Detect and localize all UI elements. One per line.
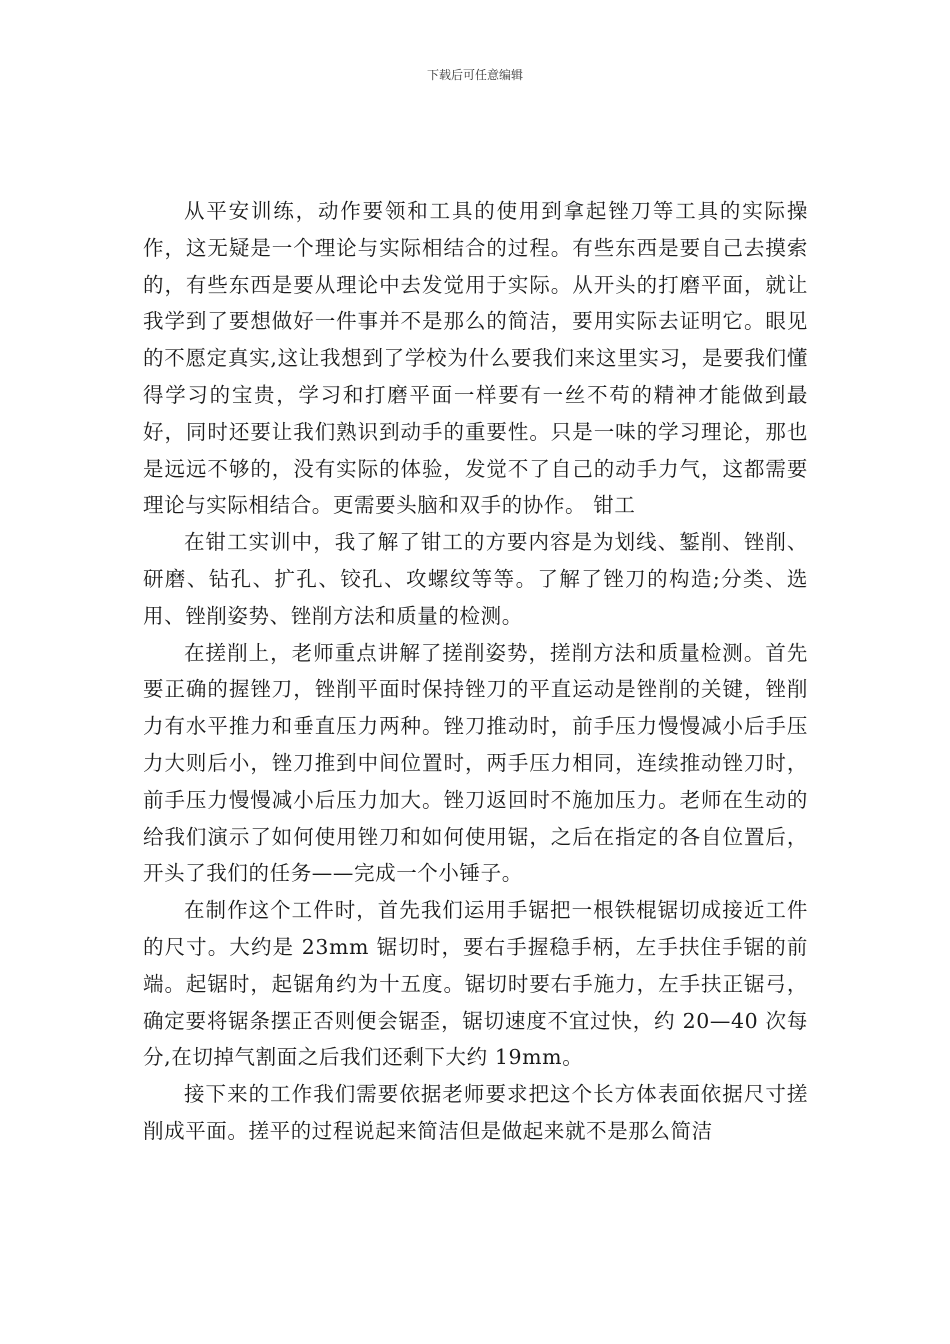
paragraph-fitter-content: 在钳工实训中，我了解了钳工的方要内容是为划线、錾削、锉削、研磨、钻孔、扩孔、铰孔、攻螺纹等等。了解了锉刀的构造;分类、选用、锉削姿势、锉削方法和质量的检测。 xyxy=(143,530,808,628)
document-body xyxy=(143,193,808,1150)
paragraph-sawing-workpiece: 在制作这个工件时，首先我们运用手锯把一根铁棍锯切成接近工件的尺寸。大约是 23mm 锯切时，要右手握稳手柄，左手扶住手锯的前端。起锯时，起锯角约为十五度。锯切时要右手施力，左手扶正锯弓，确定要将锯条摆正否则便会锯歪，锯切速度不宜过快，约 20—40 次每分,在切掉气割面之后我们还剩下大约 19mm。 xyxy=(143,898,808,1070)
paragraph-filing-technique: 在搓削上，老师重点讲解了搓削姿势，搓削方法和质量检测。首先要正确的握锉刀，锉削平面时保持锉刀的平直运动是锉削的关键，锉削力有水平推力和垂直压力两种。锉刀推动时，前手压力慢慢减小后手压力大则后小，锉刀推到中间位置时，两手压力相同，连续推动锉刀时，前手压力慢慢减小后压力加大。锉刀返回时不施加压力。老师在生动的给我们演示了如何使用锉刀和如何使用锯，之后在指定的各自位置后，开头了我们的任务——完成一个小锤子。 xyxy=(143,640,808,886)
paragraph-surface-filing: 接下来的工作我们需要依据老师要求把这个长方体表面依据尺寸搓削成平面。搓平的过程说起来简洁但是做起来就不是那么简洁 xyxy=(143,1082,808,1143)
paragraph-safety-training: 从平安训练，动作要领和工具的使用到拿起锉刀等工具的实际操作，这无疑是一个理论与实际相结合的过程。有些东西是要自己去摸索的，有些东西是要从理论中去发觉用于实际。从开头的打磨平面，就让我学到了要想做好一件事并不是那么的简洁，要用实际去证明它。眼见的不愿定真实,这让我想到了学校为什么要我们来这里实习，是要我们懂得学习的宝贵，学习和打磨平面一样要有一丝不苟的精神才能做到最好，同时还要让我们熟识到动手的重要性。只是一味的学习理论，那也是远远不够的，没有实际的体验，发觉不了自己的动手力气，这都需要理论与实际相结合。更需要头脑和双手的协作。 钳工 xyxy=(143,199,808,518)
page-header-note: 下载后可任意编辑 xyxy=(426,68,523,82)
